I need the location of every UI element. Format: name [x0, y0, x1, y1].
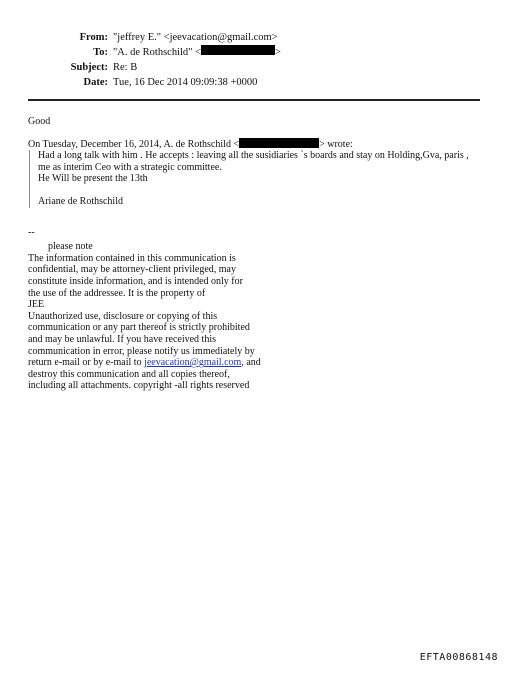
- signature-separator: --: [28, 226, 35, 238]
- disclaimer-line: the use of the addressee. It is the property of: [28, 287, 206, 299]
- date-value: Tue, 16 Dec 2014 09:09:38 +0000: [113, 77, 258, 88]
- notify-suffix: , and: [241, 357, 261, 369]
- to-label: To:: [93, 47, 108, 58]
- email-header: [28, 30, 281, 90]
- from-value: "jeffrey E." <jeevacation@gmail.com>: [113, 32, 278, 43]
- redaction-box: [201, 45, 275, 55]
- quote-intro: [28, 138, 484, 151]
- notify-prefix: return e-mail or by e-mail to: [28, 357, 145, 369]
- disclaimer-line: constitute inside information, and is intended only for: [28, 275, 243, 287]
- disclaimer-line: The information contained in this communication is: [28, 252, 236, 264]
- to-close: >: [275, 47, 281, 58]
- disclaimer-line: confidential, may be attorney-client privileged, may: [28, 264, 236, 276]
- disclaimer-line: communication in error, please notify us immediately by: [28, 345, 255, 357]
- quoted-message: [29, 150, 484, 207]
- note-heading: please note: [48, 241, 93, 253]
- date-row: [28, 75, 281, 90]
- disclaimer-line: [28, 357, 484, 369]
- quoted-signature: Ariane de Rothschild: [38, 195, 123, 207]
- disclaimer-line: communication or any part thereof is strictly prohibited: [28, 322, 250, 334]
- to-value: "A. de Rothschild" <: [113, 47, 201, 58]
- from-row: [28, 30, 281, 45]
- subject-value: Re: B: [113, 62, 138, 73]
- disclaimer-line: including all attachments. copyright -all rights reserved: [28, 380, 250, 392]
- subject-row: [28, 60, 281, 75]
- quote-intro-end: > wrote:: [319, 138, 353, 150]
- disclaimer-line: and may be unlawful. If you have received this: [28, 333, 216, 345]
- to-row: [28, 45, 281, 60]
- email-body: [28, 116, 484, 392]
- document-id: EFTA00868148: [419, 652, 498, 663]
- disclaimer-line: JEE: [28, 299, 45, 311]
- quote-intro-start: On Tuesday, December 16, 2014, A. de Rothschild <: [28, 138, 240, 150]
- quoted-line: He Will be present the 13th: [38, 173, 148, 185]
- subject-label: Subject:: [70, 62, 108, 73]
- quoted-line: Had a long talk with him . He accepts : leaving all the susidiaries `s boards and stay on Holding,Gva, paris ,: [38, 150, 469, 162]
- email-link[interactable]: jeevacation@gmail.com: [144, 357, 242, 369]
- quoted-line: me as interim Ceo with a strategic committee.: [38, 161, 222, 173]
- disclaimer-line: destroy this communication and all copies thereof,: [28, 368, 230, 380]
- redaction-box: [239, 138, 319, 148]
- date-label: Date:: [83, 77, 108, 88]
- disclaimer-line: Unauthorized use, disclosure or copying of this: [28, 310, 218, 322]
- greeting: Good: [28, 116, 51, 127]
- from-label: From:: [79, 32, 108, 43]
- header-divider: [28, 99, 480, 101]
